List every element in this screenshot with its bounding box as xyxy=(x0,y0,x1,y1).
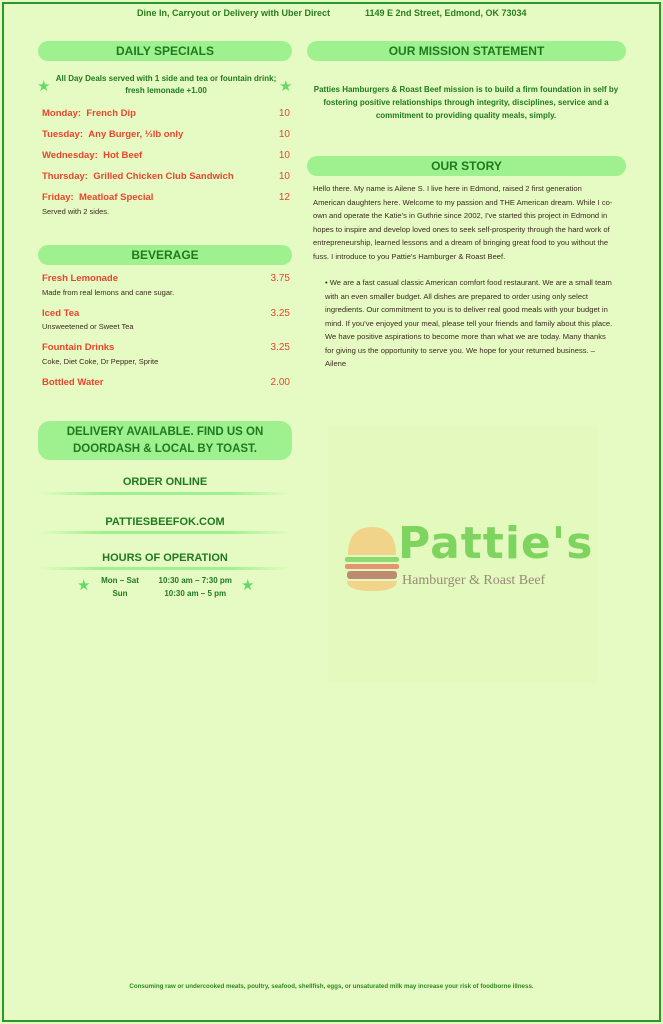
hours-row: Mon – Sat 10:30 am – 7:30 pm xyxy=(101,576,232,585)
hours-row: Sun 10:30 am – 5 pm xyxy=(112,589,227,598)
beverage-name: Iced Tea xyxy=(42,308,80,319)
beverage-header: BEVERAGE xyxy=(38,245,292,265)
star-icon: ★ xyxy=(279,78,293,95)
special-price: 10 xyxy=(278,171,290,182)
beverage-row xyxy=(42,308,290,320)
special-price: 10 xyxy=(278,129,290,140)
logo xyxy=(328,425,598,683)
burger-icon xyxy=(342,519,402,599)
special-name: Thursday: Grilled Chicken Club Sandwich xyxy=(42,171,234,182)
special-price: 10 xyxy=(278,150,290,161)
special-row-tuesday xyxy=(42,129,290,141)
specials-intro: All Day Deals served with 1 side and tea or fountain drink; fresh lemonade +1.00 xyxy=(55,74,277,95)
beverage-desc: Made from real lemons and cane sugar. xyxy=(42,288,175,297)
divider xyxy=(38,567,292,570)
story-paragraph-1: Hello there. My name is Ailene S. I live here in Edmond, raised 2 first generation American daughters here. Welcome to my passion and THE American dream. While I co-own and operate the Katie's in Guthrie since 2002, I've started this project in Edmond in hopes to inspire and develop loved ones to seek self-prosperity through the hard work of entrepreneurship, learned lessons and a dream of bringing great food to you without the fuss. I introduce to you Pattie's Hamburger & Roast Beef. xyxy=(313,184,613,261)
beverage-price: 3.25 xyxy=(270,342,290,353)
special-row-friday xyxy=(42,192,290,204)
special-name: Monday: French Dip xyxy=(42,108,136,119)
top-bar xyxy=(0,8,663,22)
hours-table xyxy=(92,574,240,600)
beverage-desc: Coke, Diet Coke, Dr Pepper, Sprite xyxy=(42,357,159,366)
beverage-name: Fountain Drinks xyxy=(42,342,115,353)
delivery-line-1: DELIVERY AVAILABLE. FIND US ON xyxy=(66,426,264,438)
beverage-row xyxy=(42,342,290,354)
mission-header: OUR MISSION STATEMENT xyxy=(307,41,626,61)
daily-specials-header: DAILY SPECIALS xyxy=(38,41,292,61)
star-icon: ★ xyxy=(77,577,91,594)
star-icon: ★ xyxy=(37,78,51,95)
beverage-row xyxy=(42,273,290,285)
delivery-line-2: DOORDASH & LOCAL BY TOAST. xyxy=(72,443,258,455)
beverage-price: 3.25 xyxy=(270,308,290,319)
beverage-row xyxy=(42,377,290,389)
story-paragraph-2: • We are a fast casual classic American comfort food restaurant. We are a small team with an even smaller budget. All dishes are prepared to order using only select ingredients. Our commitment to you is to deliver real good meals with your budget in mind. If you've enjoyed your meal, please tell your friends and family about this place. We have positive aspirations to become more than what we are today. Many thanks for giving us the opportunity to serve you. We hope for your returned business. –Ailene xyxy=(325,278,613,368)
beverage-price: 2.00 xyxy=(270,377,290,388)
beverage-desc: Unsweetened or Sweet Tea xyxy=(42,322,134,331)
website-link[interactable]: PATTIESBEEFOK.COM xyxy=(105,516,225,528)
logo-tagline: Hamburger & Roast Beef xyxy=(402,573,546,588)
special-note: Served with 2 sides. xyxy=(42,207,110,216)
special-row-thursday xyxy=(42,171,290,183)
service-info: Dine In, Carryout or Delivery with Uber Direct xyxy=(137,8,331,18)
special-price: 12 xyxy=(278,192,290,203)
address: 1149 E 2nd Street, Edmond, OK 73034 xyxy=(365,8,527,18)
beverage-price: 3.75 xyxy=(270,273,290,284)
mission-text: Patties Hamburgers & Roast Beef mission is to build a firm foundation in self by fostering positive relationships through integrity, disciplines, service and a commitment to providing quality meals, simply. xyxy=(313,85,619,120)
beverage-name: Fresh Lemonade xyxy=(42,273,119,284)
special-price: 10 xyxy=(278,108,290,119)
special-name: Tuesday: Any Burger, ⅓lb only xyxy=(42,129,184,140)
special-row-monday xyxy=(42,108,290,120)
special-name: Friday: Meatloaf Special xyxy=(42,192,154,203)
special-row-wednesday xyxy=(42,150,290,162)
story-header: OUR STORY xyxy=(307,156,626,176)
divider xyxy=(38,531,292,534)
star-icon: ★ xyxy=(241,577,255,594)
beverage-name: Bottled Water xyxy=(42,377,104,388)
logo-name: Pattie's xyxy=(398,518,594,569)
special-name: Wednesday: Hot Beef xyxy=(42,150,143,161)
hours-title: HOURS OF OPERATION xyxy=(102,552,228,564)
food-safety-disclaimer: Consuming raw or undercooked meats, poultry, seafood, shellfish, eggs, or unsaturated milk may increase your risk of foodborne illness. xyxy=(129,983,534,990)
order-online-label: ORDER ONLINE xyxy=(122,476,208,488)
divider xyxy=(38,492,292,495)
delivery-banner xyxy=(38,421,292,460)
